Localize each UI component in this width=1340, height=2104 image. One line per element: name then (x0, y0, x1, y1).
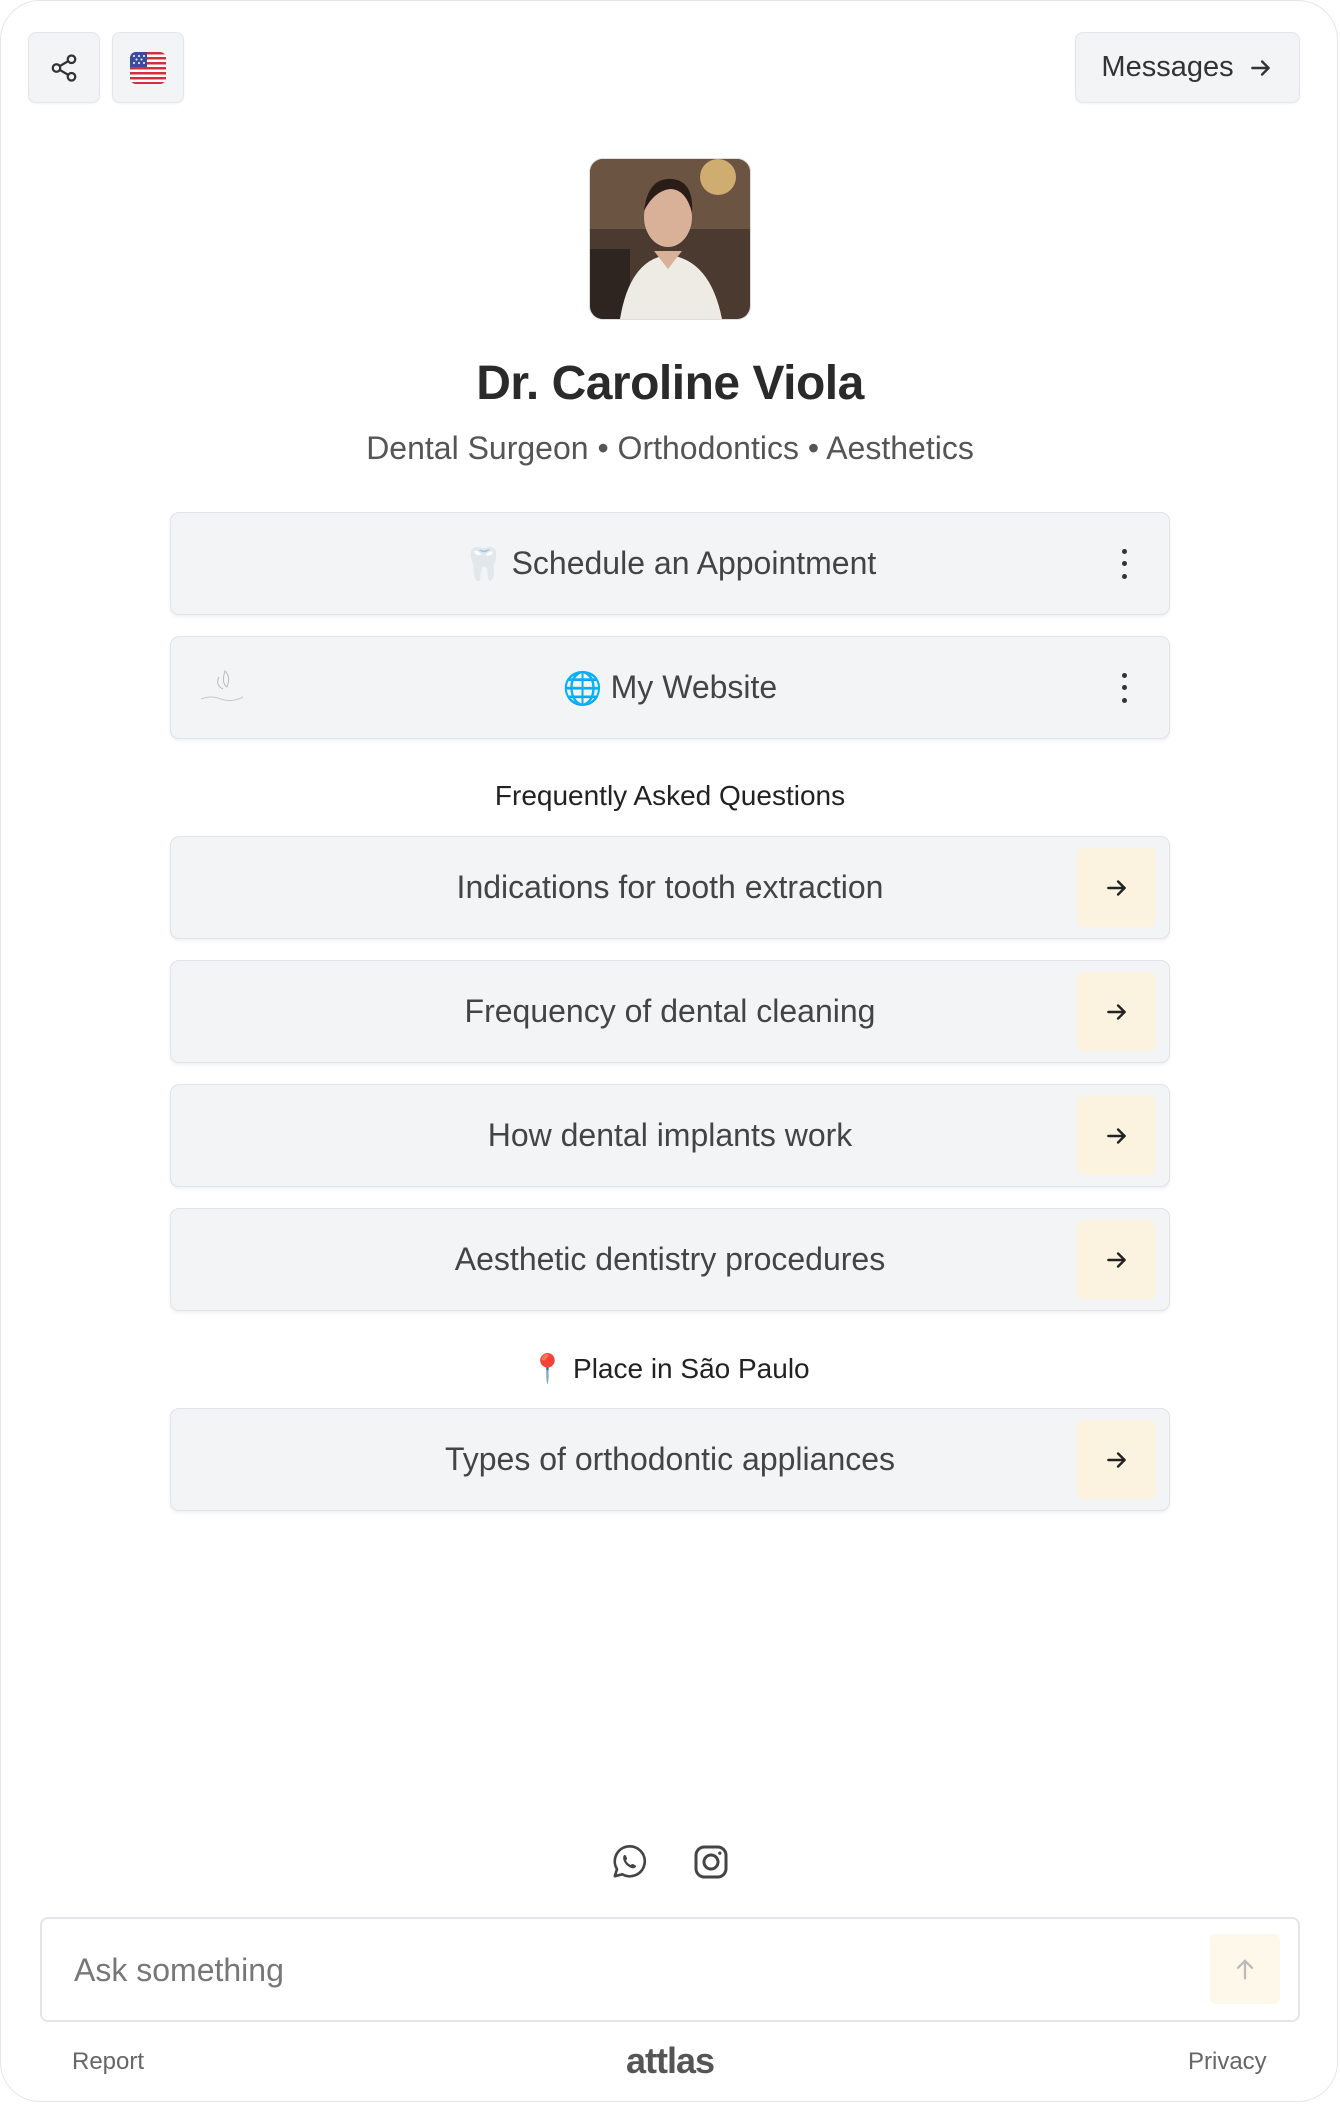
privacy-link[interactable]: Privacy (1188, 2048, 1267, 2075)
send-button[interactable] (1210, 1934, 1280, 2004)
brand-logo[interactable]: attlas (625, 2040, 715, 2081)
instagram-icon[interactable] (691, 1842, 731, 1882)
faq-item[interactable] (170, 960, 1170, 1063)
arrow-right-icon (1104, 999, 1130, 1025)
social-links (0, 1842, 1340, 1882)
place-heading (0, 1352, 1340, 1385)
place-item[interactable] (170, 1408, 1170, 1511)
ask-input[interactable] (72, 1919, 1176, 2022)
link-label: My Website (610, 669, 778, 705)
faq-arrow-button[interactable] (1077, 1096, 1156, 1175)
place-item-label: Types of orthodontic appliances (444, 1441, 896, 1477)
share-icon (49, 53, 79, 83)
faq-arrow-button[interactable] (1077, 972, 1156, 1051)
faq-item-label: Aesthetic dentistry procedures (454, 1241, 886, 1277)
faq-item-label: How dental implants work (487, 1117, 853, 1153)
arrow-right-icon (1104, 1447, 1130, 1473)
profile-avatar (589, 158, 751, 320)
faq-item[interactable] (170, 1084, 1170, 1187)
arrow-right-icon (1104, 875, 1130, 901)
faq-item[interactable] (170, 836, 1170, 939)
report-link[interactable]: Report (72, 2048, 145, 2075)
globe-icon: 🌐 (562, 669, 603, 706)
faq-heading: Frequently Asked Questions (494, 780, 846, 811)
profile-subtitle: Dental Surgeon • Orthodontics • Aesthetics (366, 430, 974, 466)
faq-item-label: Indications for tooth extraction (456, 869, 884, 905)
faq-arrow-button[interactable] (1077, 848, 1156, 927)
place-arrow-button[interactable] (1077, 1420, 1156, 1499)
my-website-link[interactable] (170, 636, 1170, 739)
whatsapp-icon[interactable] (609, 1842, 649, 1882)
more-options-icon[interactable] (1119, 549, 1129, 579)
language-button[interactable] (112, 32, 184, 103)
ask-box (40, 1917, 1300, 2022)
place-heading-label: Place in São Paulo (573, 1353, 810, 1384)
tooth-icon: 🦷 (463, 545, 504, 582)
more-options-icon[interactable] (1119, 673, 1129, 703)
faq-item[interactable] (170, 1208, 1170, 1311)
profile-name: Dr. Caroline Viola (476, 357, 864, 410)
schedule-appointment-link[interactable] (170, 512, 1170, 615)
arrow-right-icon (1104, 1247, 1130, 1273)
faq-arrow-button[interactable] (1077, 1220, 1156, 1299)
faq-item-label: Frequency of dental cleaning (464, 993, 876, 1029)
link-label: Schedule an Appointment (511, 545, 877, 581)
arrow-right-icon (1104, 1123, 1130, 1149)
arrow-right-icon (1248, 55, 1274, 81)
share-button[interactable] (28, 32, 100, 103)
pin-icon: 📍 (530, 1353, 566, 1384)
messages-button[interactable] (1075, 32, 1300, 103)
arrow-up-icon (1231, 1955, 1259, 1983)
website-logo-thumbnail (197, 667, 247, 707)
messages-label: Messages (1101, 51, 1234, 83)
us-flag-icon (130, 52, 166, 84)
